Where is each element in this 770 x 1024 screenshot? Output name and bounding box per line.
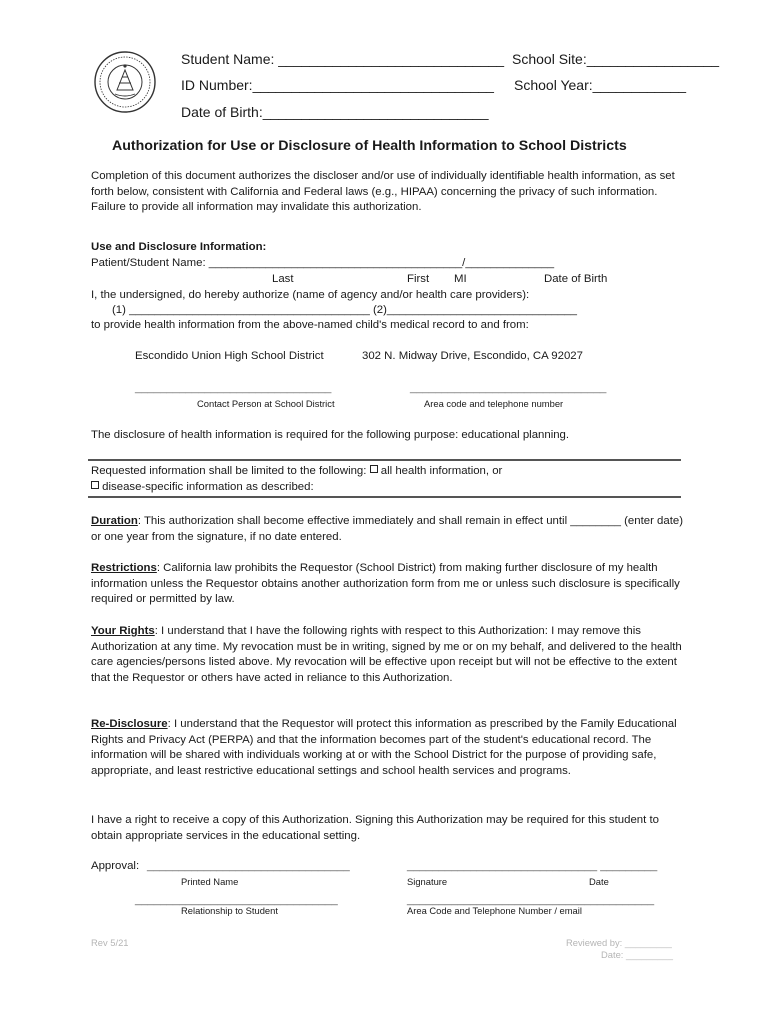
duration-label: Duration	[91, 515, 138, 527]
contact-person-blank[interactable]: _______________________________	[135, 382, 332, 394]
restrictions-label: Restrictions	[91, 562, 157, 574]
date-label: Date	[589, 876, 609, 887]
duration-text: : This authorization shall become effective immediately and shall remain in effect until ________ (enter date) or one year from the signature, if no date entered.	[91, 515, 683, 543]
requested-label: Requested information shall be limited to the following:	[91, 465, 367, 477]
disease-specific-line	[91, 480, 314, 496]
restrictions-text: : California law prohibits the Requestor (School District) from making further disclosure of my health information unless the Requestor obtains another authorization form from me or unless such disclosure is specifically required or permitted by law.	[91, 562, 680, 606]
rights-paragraph	[91, 624, 691, 686]
requested-line	[91, 464, 502, 480]
relationship-label: Relationship to Student	[181, 905, 278, 916]
contact-info-blank[interactable]: _______________________________________	[407, 894, 655, 906]
label-date-of-birth: Date of Birth	[544, 273, 608, 285]
all-info-checkbox[interactable]	[370, 465, 378, 473]
label-last: Last	[272, 273, 294, 285]
signature-blank[interactable]: ______________________________ _________	[407, 860, 658, 872]
relationship-blank[interactable]: ________________________________	[135, 894, 338, 906]
divider-top	[88, 459, 681, 461]
student-name-field[interactable]: Student Name: _____________________________	[181, 51, 505, 67]
redisclosure-paragraph	[91, 717, 691, 779]
revision-label: Rev 5/21	[91, 937, 129, 948]
disease-specific-label: disease-specific information as described:	[102, 481, 314, 493]
provide-line: to provide health information from the above-named child's medical record to and from:	[91, 319, 529, 331]
printed-name-blank[interactable]: ________________________________	[147, 860, 350, 872]
contact-info-label: Area Code and Telephone Number / email	[407, 905, 582, 916]
district-seal-icon	[93, 50, 157, 114]
restrictions-paragraph	[91, 561, 691, 608]
approval-label: Approval:	[91, 860, 140, 872]
authorize-line: I, the undersigned, do hereby authorize (name of agency and/or health care providers):	[91, 289, 530, 301]
redisclosure-label: Re-Disclosure	[91, 718, 168, 730]
date-of-birth-field[interactable]: Date of Birth:_____________________________	[181, 104, 489, 120]
intro-paragraph: Completion of this document authorizes the discloser and/or use of individually identifiable health information, as set forth below, consistent with California and Federal laws (e.g., HIPAA) concerning the privacy of such information. Failure to provide all information may invalidate this authorization.	[91, 170, 675, 214]
reviewed-by-field[interactable]: Reviewed by: _________	[566, 937, 672, 948]
divider-bottom	[88, 496, 681, 498]
providers-line[interactable]: (1) ______________________________________ (2)______________________________	[112, 304, 577, 316]
rights-label: Your Rights	[91, 625, 155, 637]
patient-name-line[interactable]: Patient/Student Name: ________________________________________/______________	[91, 257, 555, 269]
disease-specific-checkbox[interactable]	[91, 481, 99, 489]
copy-right-paragraph: I have a right to receive a copy of this Authorization. Signing this Authorization may be required for this student to obtain appropriate services in the educational setting.	[91, 814, 659, 842]
contact-person-label: Contact Person at School District	[197, 398, 335, 409]
district-address: 302 N. Midway Drive, Escondido, CA 92027	[362, 350, 583, 362]
signature-label: Signature	[407, 876, 448, 887]
phone-blank[interactable]: _______________________________	[410, 382, 607, 394]
use-disclosure-heading: Use and Disclosure Information:	[91, 241, 267, 253]
label-mi: MI	[454, 273, 467, 285]
label-first: First	[407, 273, 430, 285]
all-info-label: all health information, or	[380, 465, 503, 477]
school-year-field[interactable]: School Year:____________	[514, 77, 687, 93]
printed-name-label: Printed Name	[181, 876, 239, 887]
document-title: Authorization for Use or Disclosure of Health Information to School Districts	[112, 138, 627, 154]
redisclosure-text: : I understand that the Requestor will protect this information as prescribed by the Family Educational Rights and Privacy Act (PERPA) and that the information becomes part of the student's educational record. The information will be shared with individuals working at or with the School District for the purpose of providing safe, appropriate, and least restrictive educational settings and school health services and programs.	[91, 718, 677, 777]
reviewed-date-field[interactable]: Date: _________	[601, 949, 673, 960]
duration-paragraph	[91, 514, 691, 545]
purpose-statement: The disclosure of health information is required for the following purpose: educational planning.	[91, 429, 570, 441]
rights-text: : I understand that I have the following rights with respect to this Authorization: I may remove this Authorization at any time. My revocation must be in writing, signed by me or on my behalf, and delivered to the health care agencies/persons listed above. My revocation will be effective upon receipt but will not be effective to the extent that the Requestor or others have acted in reliance to this Authorization.	[91, 625, 682, 684]
district-name: Escondido Union High School District	[135, 350, 324, 362]
id-number-field[interactable]: ID Number:_______________________________	[181, 77, 494, 93]
school-site-field[interactable]: School Site:_________________	[512, 51, 720, 67]
phone-label: Area code and telephone number	[424, 398, 564, 409]
